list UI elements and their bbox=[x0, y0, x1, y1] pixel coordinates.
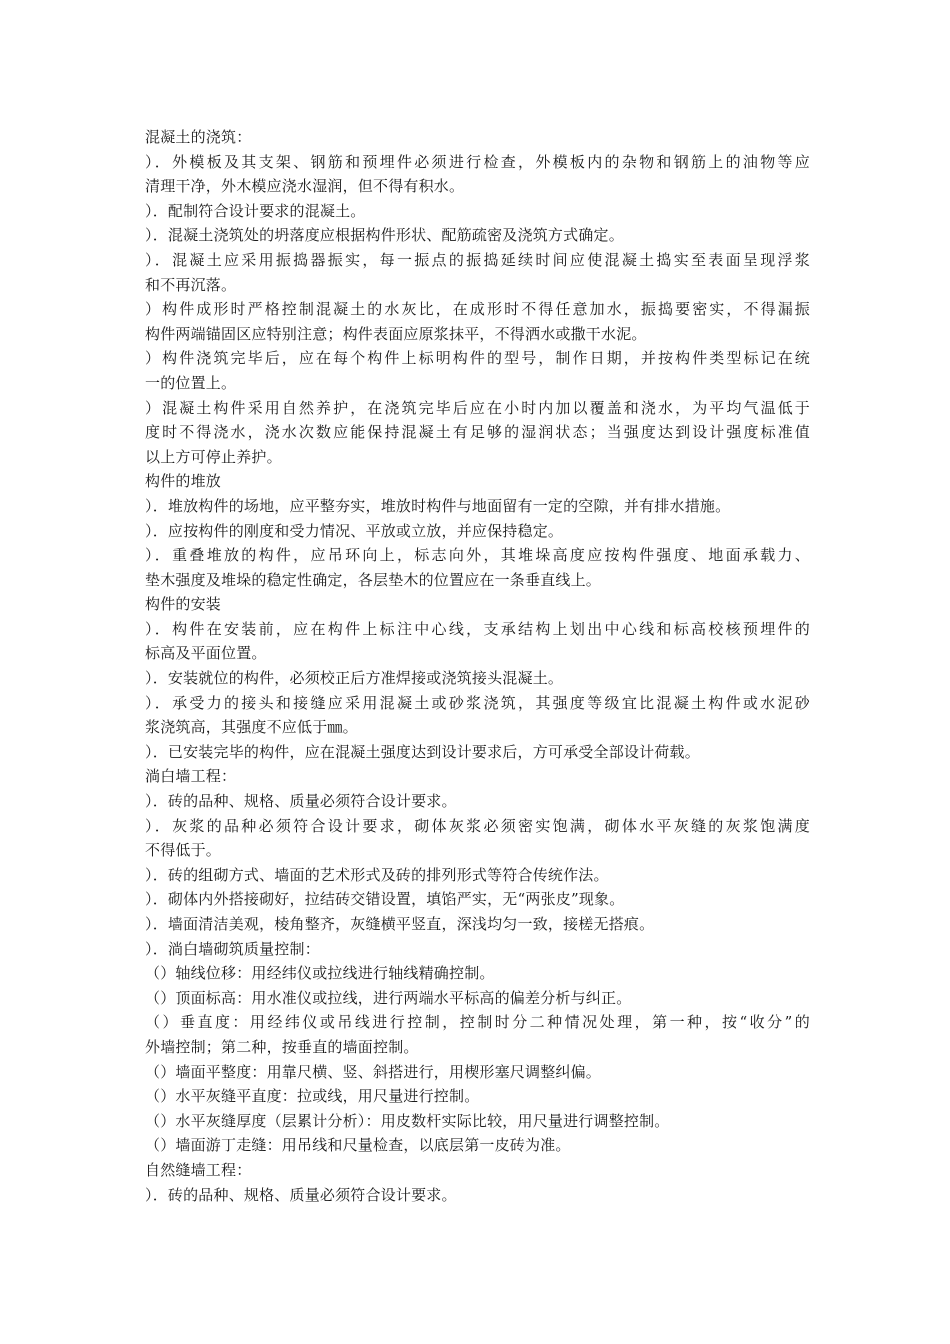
text-line: 淌白墙工程： bbox=[145, 767, 237, 786]
text-line: ）构件浇筑完毕后，应在每个构件上标明构件的型号，制作日期，并按构件类型标记在统 bbox=[145, 349, 810, 368]
text-line: ）．砌体内外搭接砌好，拉结砖交错设置，填馅严实，无“两张皮”现象。 bbox=[145, 890, 625, 909]
text-line: （）垂直度：用经纬仪或吊线进行控制，控制时分二种情况处理，第一种，按“收分”的 bbox=[145, 1013, 810, 1032]
text-line: （）顶面标高：用水准仪或拉线，进行两端水平标高的偏差分析与纠正。 bbox=[145, 988, 632, 1007]
text-line: （）轴线位移：用经纬仪或拉线进行轴线精确控制。 bbox=[145, 964, 495, 983]
text-line: （）墙面平整度：用靠尺横、竖、斜搭进行，用楔形塞尺调整纠偏。 bbox=[145, 1062, 602, 1081]
text-line: （）墙面游丁走缝：用吊线和尺量检查，以底层第一皮砖为准。 bbox=[145, 1136, 571, 1155]
text-line: 构件的堆放 bbox=[145, 472, 222, 491]
text-line: 标高及平面位置。 bbox=[145, 644, 267, 663]
document-body bbox=[145, 125, 810, 1207]
text-line: 构件两端锚固区应特别注意；构件表面应原浆抹平，不得洒水或撒干水泥。 bbox=[145, 324, 647, 343]
text-line: 垫木强度及堆垛的稳定性确定，各层垫木的位置应在一条垂直线上。 bbox=[145, 570, 602, 589]
text-line: 不得低于。 bbox=[145, 841, 222, 860]
text-line: ）．砖的组砌方式、墙面的艺术形式及砖的排列形式等符合传统作法。 bbox=[145, 865, 609, 884]
text-line: ）．淌白墙砌筑质量控制： bbox=[145, 939, 320, 958]
text-line: ）．墙面清洁美观，棱角整齐，灰缝横平竖直，深浅均匀一致，接槎无搭痕。 bbox=[145, 915, 655, 933]
text-line: ）混凝土构件采用自然养护，在浇筑完毕后应在小时内加以覆盖和浇水，为平均气温低于 bbox=[145, 398, 810, 417]
text-line: ）．配制符合设计要求的混凝土。 bbox=[145, 201, 366, 220]
text-line: ）构件成形时严格控制混凝土的水灰比，在成形时不得任意加水，振捣要密实，不得漏振 bbox=[145, 300, 810, 319]
text-line: 自然缝墙工程： bbox=[145, 1160, 252, 1179]
text-line: ）．构件在安装前，应在构件上标注中心线，支承结构上划出中心线和标高校核预埋件的 bbox=[145, 619, 810, 638]
text-line: 外墙控制；第二种，按垂直的墙面控制。 bbox=[145, 1037, 419, 1056]
text-line: 构件的安装 bbox=[145, 595, 222, 614]
text-line: ）．灰浆的品种必须符合设计要求，砌体灰浆必须密实饱满，砌体水平灰缝的灰浆饱满度 bbox=[145, 816, 810, 835]
text-line: 清理干净，外木模应浇水湿润，但不得有积水。 bbox=[145, 177, 465, 196]
text-line: （）水平灰缝平直度：拉或线，用尺量进行控制。 bbox=[145, 1087, 480, 1106]
text-line: 浆浇筑高，其强度不应低于㎜。 bbox=[145, 718, 358, 737]
text-line: ）．承受力的接头和接缝应采用混凝土或砂浆浇筑，其强度等级宜比混凝土构件或水泥砂 bbox=[145, 693, 810, 712]
text-line: ）．堆放构件的场地，应平整夯实，堆放时构件与地面留有一定的空隙，并有排水措施。 bbox=[145, 496, 731, 515]
text-line: 混凝土的浇筑： bbox=[145, 128, 252, 146]
text-line: ）．应按构件的刚度和受力情况、平放或立放，并应保持稳定。 bbox=[145, 521, 564, 540]
text-line: 度时不得浇水，浇水次数应能保持混凝土有足够的湿润状态；当强度达到设计强度标准值 bbox=[145, 423, 810, 442]
text-line: ）．混凝土应采用振捣器振实，每一振点的振捣延续时间应使混凝土捣实至表面呈现浮浆 bbox=[145, 250, 810, 269]
text-line: ）．混凝土浇筑处的坍落度应根据构件形状、配筋疏密及浇筑方式确定。 bbox=[145, 226, 624, 245]
text-line: （）水平灰缝厚度（层累计分析）：用皮数杆实际比较，用尺量进行调整控制。 bbox=[145, 1111, 670, 1130]
text-line: ）．砖的品种、规格、质量必须符合设计要求。 bbox=[145, 792, 457, 811]
text-line: ）．砖的品种、规格、质量必须符合设计要求。 bbox=[145, 1185, 457, 1204]
text-line: ）．已安装完毕的构件，应在混凝土强度达到设计要求后，方可承受全部设计荷载。 bbox=[145, 742, 700, 761]
text-line: 一的位置上。 bbox=[145, 373, 237, 392]
text-line: 和不再沉落。 bbox=[145, 275, 237, 294]
text-line: ）．安装就位的构件，必须校正后方准焊接或浇筑接头混凝土。 bbox=[145, 669, 564, 688]
text-line: 以上方可停止养护。 bbox=[145, 447, 282, 466]
text-line: ）．外模板及其支架、钢筋和预埋件必须进行检查，外模板内的杂物和钢筋上的油物等应 bbox=[145, 152, 810, 171]
text-line: ）．重叠堆放的构件，应吊环向上，标志向外，其堆垛高度应按构件强度、地面承载力、 bbox=[145, 546, 810, 565]
